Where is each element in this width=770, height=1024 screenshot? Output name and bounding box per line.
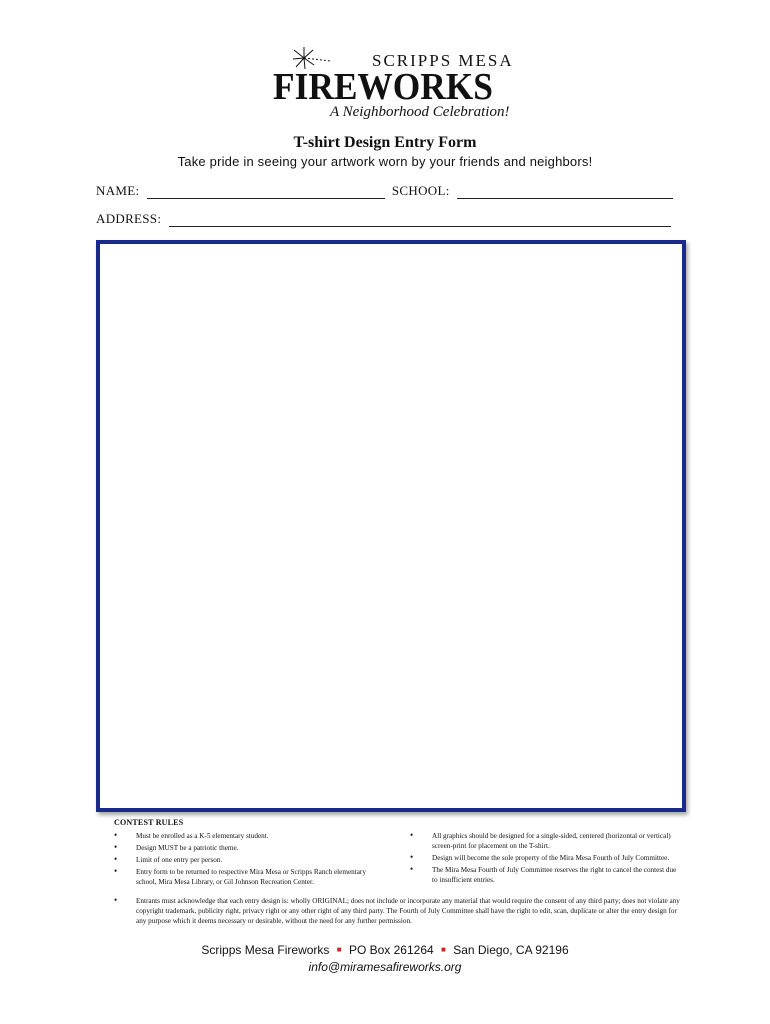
- separator-icon: ■: [336, 945, 342, 954]
- footer-po-box: PO Box 261264: [348, 943, 434, 957]
- footer-city: San Diego, CA 92196: [453, 943, 569, 957]
- bullet-icon: •: [114, 854, 118, 864]
- rule-item: [114, 831, 376, 841]
- bullet-icon: •: [114, 830, 118, 840]
- bullet-icon: •: [114, 842, 118, 852]
- logo-tagline: A Neighborhood Celebration!: [330, 104, 510, 120]
- address-field[interactable]: [169, 213, 671, 227]
- rules-heading: CONTEST RULES: [114, 818, 184, 827]
- rule-item: [114, 855, 376, 865]
- rule-text: Design MUST be a patriotic theme.: [136, 844, 239, 852]
- separator-icon: ■: [441, 945, 446, 954]
- rule-item: [114, 867, 376, 887]
- bullet-icon: •: [410, 852, 414, 862]
- page-subtitle: Take pride in seeing your artwork worn by your friends and neighbors!: [177, 154, 593, 169]
- school-label: SCHOOL:: [391, 183, 450, 198]
- rule-text: Limit of one entry per person.: [136, 856, 223, 864]
- school-field[interactable]: [457, 185, 673, 199]
- rule-text: Entrants must acknowledge that each entry design is: wholly ORIGINAL; does not include or incorporate any material that would require the consent of any third party; does not violate any copyright trademark, publicity right, privacy right or any other right of any third party. The Fourth of July Committee shall have the right to edit, scan, duplicate or alter the entry design for any purpose which it deems necessary or desirable, without the need for any further permission.: [136, 897, 680, 925]
- rule-text: Must be enrolled as a K-5 elementary student.: [136, 832, 269, 840]
- address-label: ADDRESS:: [96, 211, 162, 226]
- rule-item: [410, 865, 680, 885]
- name-school-row: [96, 183, 677, 199]
- footer-email[interactable]: info@miramesafireworks.org: [308, 960, 462, 974]
- bullet-icon: •: [410, 864, 414, 874]
- rule-text: All graphics should be designed for a single-sided, centered (horizontal or vertical) screen-print for placement on the T-shirt.: [432, 832, 671, 850]
- rule-item: [410, 831, 680, 851]
- rule-text: Entry form to be returned to respective Mira Mesa or Scripps Ranch elementary school, Mira Mesa Library, or Gil Johnson Recreation Center.: [136, 868, 366, 886]
- logo: [262, 44, 522, 124]
- address-row: [96, 211, 675, 227]
- rule-text: The Mira Mesa Fourth of July Committee reserves the right to cancel the contest due to insufficient entries.: [432, 866, 677, 884]
- footer-address: [0, 943, 770, 957]
- rules-left-list: [114, 831, 376, 889]
- bullet-icon: •: [410, 830, 414, 840]
- page-title: T-shirt Design Entry Form: [293, 134, 477, 151]
- bullet-icon: •: [114, 895, 118, 905]
- logo-top-text: SCRIPPS MESA: [372, 51, 514, 70]
- rules-right-list: [410, 831, 680, 887]
- rule-text: Design will become the sole property of the Mira Mesa Fourth of July Committee.: [432, 854, 670, 862]
- logo-main-text: FIREWORKS: [273, 66, 493, 108]
- name-label: NAME:: [96, 183, 140, 198]
- bullet-icon: •: [114, 866, 118, 876]
- footer-org: Scripps Mesa Fireworks: [201, 943, 330, 957]
- design-drawing-area[interactable]: [96, 240, 686, 812]
- name-field[interactable]: [147, 185, 385, 199]
- rule-item: [114, 843, 376, 853]
- rules-acknowledgement: [114, 896, 680, 928]
- rule-item: [410, 853, 680, 863]
- rule-item: [114, 896, 680, 926]
